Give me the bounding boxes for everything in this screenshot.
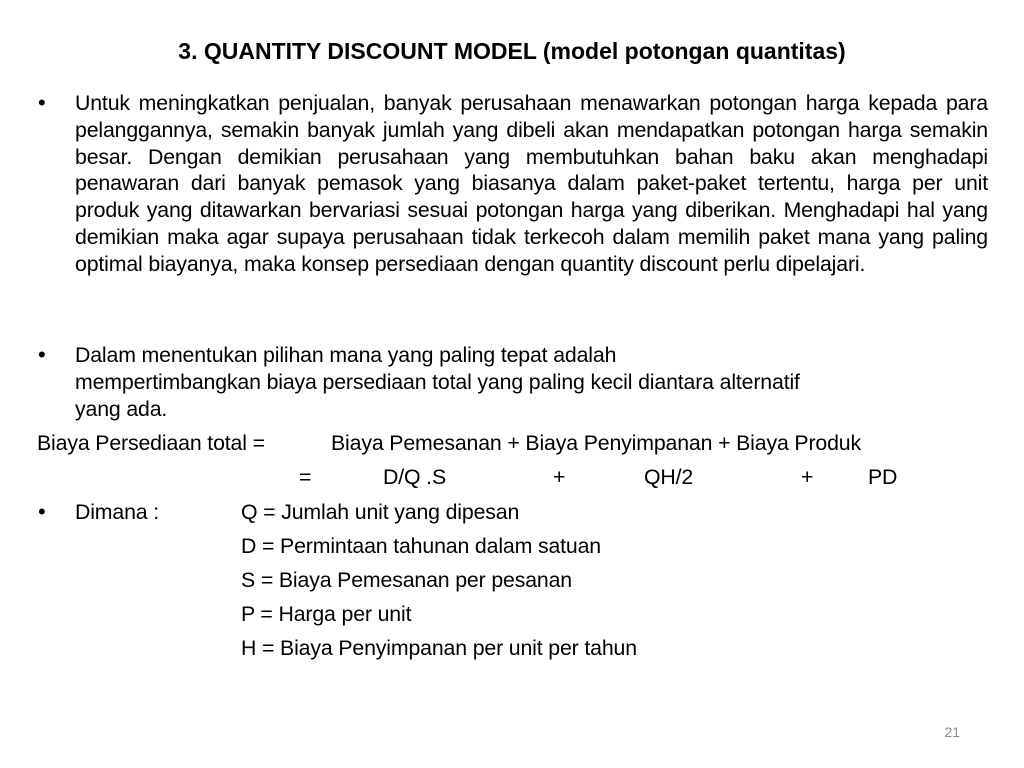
formula-equals: = [299, 465, 312, 489]
formula-term-product: PD [868, 465, 898, 489]
definition-q: Q = Jumlah unit yang dipesan [241, 500, 520, 524]
formula-term-holding: QH/2 [644, 465, 694, 489]
bullet-icon: • [38, 342, 46, 367]
bullet-point-promotions [38, 90, 988, 278]
definitions-label: Dimana : [75, 500, 160, 524]
formula-plus: + [553, 465, 566, 489]
paragraph-line: mempertimbangkan biaya persediaan total yang paling kecil diantara alternatif [75, 369, 800, 394]
formula-terms: Biaya Pemesanan + Biaya Penyimpanan + Biaya Produk [331, 431, 861, 455]
bullet-icon: • [38, 90, 46, 115]
formula-term-ordering: D/Q .S [383, 465, 447, 489]
definition-p: P = Harga per unit [241, 602, 412, 626]
bullet-icon: • [38, 499, 46, 524]
paragraph-line: Dalam menentukan pilihan mana yang paling tepat adalah [75, 343, 617, 367]
definition-s: S = Biaya Pemesanan per pesanan [241, 568, 573, 592]
slide-title: 3. QUANTITY DISCOUNT MODEL (model potongan quantitas) [178, 38, 846, 64]
bullet-point-selection [38, 342, 988, 422]
page-number: 21 [944, 724, 960, 740]
paragraph-line: yang ada. [75, 396, 168, 421]
paragraph-selection-criteria [75, 342, 988, 422]
paragraph-quantity-discount-intro: Untuk meningkatkan penjualan, banyak perusahaan menawarkan potongan harga kepada para pelanggannya, semakin banyak jumlah yang dibeli akan mendapatkan potongan harga semakin besar. Dengan demikian perusahaan yang membutuhkan bahan baku akan menghadapi penawaran dari banyak pemasok yang biasanya dalam paket-paket tertentu, harga per unit produk yang ditawarkan bervariasi sesuai potongan harga yang diberikan. Menghadapi hal yang demikian maka agar supaya perusahaan tidak terkecoh dalam memilih paket mana yang paling optimal biayanya, maka konsep persediaan dengan quantity discount perlu dipelajari. [75, 91, 988, 276]
definition-h: H = Biaya Penyimpanan per unit per tahun [241, 636, 637, 660]
formula-plus: + [801, 465, 814, 489]
formula-label: Biaya Persediaan total = [37, 431, 265, 455]
definition-d: D = Permintaan tahunan dalam satuan [241, 534, 601, 558]
